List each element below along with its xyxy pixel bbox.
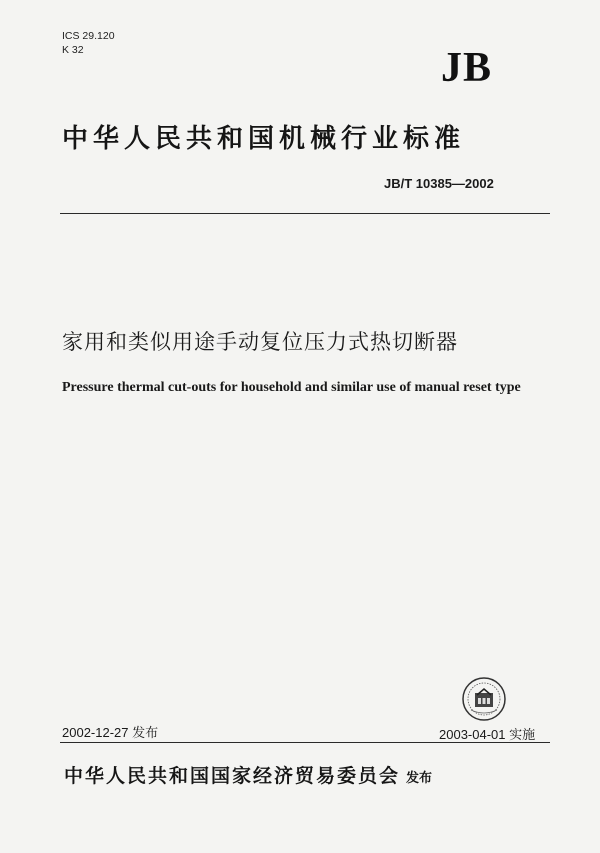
- implementation-date: 2003-04-01 实施: [439, 727, 536, 742]
- issuer-name: 中华人民共和国国家经济贸易委员会: [64, 765, 401, 787]
- issuing-authority: [64, 761, 432, 788]
- official-seal-icon: [461, 676, 507, 722]
- document-title-chinese: 家用和类似用途手动复位压力式热切断器: [62, 330, 458, 354]
- issuer-suffix: 发布: [406, 771, 433, 786]
- issue-date: 2002-12-27 发布: [62, 725, 159, 740]
- document-title-english: Pressure thermal cut-outs for household and similar use of manual reset type: [62, 380, 521, 395]
- jb-logo: JB: [441, 45, 493, 91]
- ccs-code: K 32: [62, 44, 84, 56]
- classification-codes: [62, 29, 115, 57]
- standard-category-title: 中华人民共和国机械行业标准: [62, 124, 466, 154]
- bottom-divider: [60, 742, 550, 743]
- standard-number: JB/T 10385—2002: [384, 176, 494, 191]
- ics-code: ICS 29.120: [62, 30, 115, 42]
- top-divider: [60, 213, 550, 214]
